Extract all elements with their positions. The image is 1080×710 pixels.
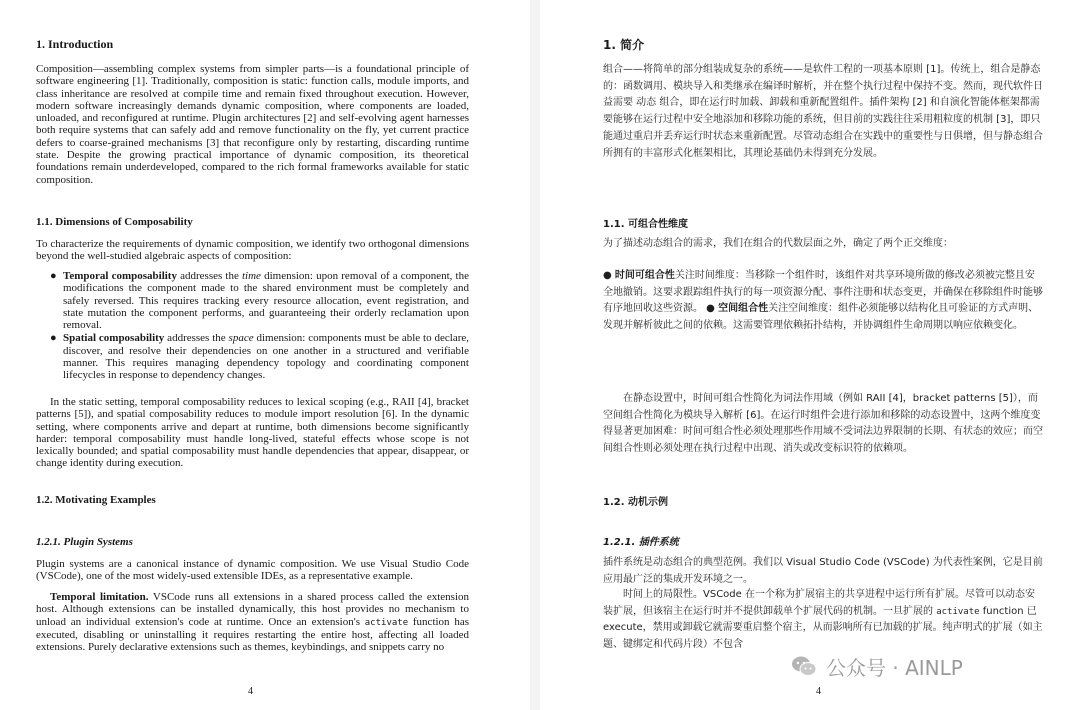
paragraph-text-b-zh: function 已 execute，禁用或卸载它就需要重启整个宿主，从而影响所有已加载的扩展。纯声明式的扩展（如主题、键绑定和代码片段）不包含 <box>603 605 1043 651</box>
intro-paragraph-zh: 组合——将简单的部分组装成复杂的系统——是软件工程的一项基本原则 [1]。传统上，组合是静态的：函数调用、模块导入和类继承在编译时解析，并在整个执行过程中保持不变。然而，现代软件日益需要 动态 组合，即在运行时加载、卸载和重新配置组件。插件架构 [2] 和自演化智能体框架都需要能够在运行过程中安全地添加和移除功能的系统，但目前的实践往往采用粗粒度的机制 [3]，即只能通过重启并丢弃运行时状态来重新配置。尽管动态组合在实践中的重要性与日俱增，但与静态组合所拥有的丰富形式化框架相比，其理论基础仍未得到充分发展。 <box>603 64 1043 159</box>
watermark-text: 公众号 · AINLP <box>826 655 963 680</box>
intro-paragraph: Composition—assembling complex systems from simpler parts—is a foundational principle of software engineering [1]. Traditionally, composition is static: function calls, module imports, and class inheritance are resolved at compile time and remain fixed throughout execution. However, modern software increasingly demands dynamic composition, where components are loaded, unloaded, and reconfigured at runtime. Plugin architectures [2] and self-evolving agent harnesses both require systems that can safely add and remove functionality on the fly, yet current practice defers to coarse-grained mechanisms [3] that reconfigure only by restarting, discarding runtime state. Despite the growing practical importance of dynamic composition, its theoretical foundations remain underdeveloped, compared to the rich formal frameworks available for static composition. <box>36 63 469 186</box>
term-spatial: Spatial composability <box>63 332 165 345</box>
bullet-icon: ● <box>703 303 719 315</box>
composability-bullet-list <box>50 270 469 383</box>
temporal-limitation-paragraph <box>36 591 469 653</box>
code-activate-zh: activate <box>936 606 980 617</box>
bullet-text-temporal: dimension: upon removal of a component, the modifications the component made to the shared environment must be completely and safely reversed. This requires tracking every resource allocation, event registration, and state mutation the component performs, and guaranteeing their orderly reclamation upon removal. <box>63 270 469 332</box>
static-dynamic-paragraph-zh: 在静态设置中，时间可组合性简化为词法作用域（例如 RAII [4]，bracket patterns [5]），而空间组合性简化为模块导入解析 [6]。在运行时组件会进行添加和移除的动态设置中，这两个维度变得显著更加困难：时间可组合性必须处理那些作用域不受词法边界限制的长期、有状态的效应；而空间组合性则必须处理在执行过程中出现、消失或改变标识符的依赖项。 <box>603 393 1043 455</box>
static-dynamic-paragraph: In the static setting, temporal composability reduces to lexical scoping (e.g., RAII [4], bracket patterns [5]), and spatial composability reduces to module import resolution [6]. In the dynamic setting, where components arrive and depart at runtime, both dimensions become significantly harder: temporal composability must handle long-lived, stateful effects whose scope is not lexically bounded; and spatial composability must handle dependencies that appear, disappear, or change identity during execution. <box>36 396 469 470</box>
code-activate: activate <box>364 617 409 628</box>
bullet-text-pre: addresses the <box>176 270 242 282</box>
subsection-heading-dimensions: 1.1. Dimensions of Composability <box>36 216 193 228</box>
wechat-icon <box>790 652 818 680</box>
term-temporal-limitation: Temporal limitation. <box>50 591 149 603</box>
page-number-zh: 4 <box>816 686 821 697</box>
dimensions-paragraph: To characterize the requirements of dynamic composition, we identify two orthogonal dimensions beyond the well-studied algebraic aspects of composition: <box>36 238 469 263</box>
bullet-text-spatial: dimension: components must be able to declare, discover, and resolve their dependencies on one another in a structured and verifiable manner. This requires managing dependency topology and coordinating component lifecycles in response to dependency changes. <box>63 332 469 382</box>
page-gutter <box>530 0 540 710</box>
paragraph-text-a-zh: 时间上的局限性。VSCode 在一个称为扩展宿主的共享进程中运行所有扩展。尽管可以动态安装扩展，但该宿主在运行时并不提供卸载单个扩展代码的机制。一旦扩展的 <box>603 589 1035 617</box>
page-number: 4 <box>248 686 253 697</box>
list-item-spatial <box>50 332 469 381</box>
paragraph-text-a: VSCode runs all extensions in a shared process called the extension host. Although extensions can be installed dynamically, this host provides no mechanism to unload an individual extension's code at runtime. Once an extension's <box>36 591 470 628</box>
subsection-heading-motivating-zh: 1.2. 动机示例 <box>603 497 668 508</box>
temporal-limitation-paragraph-zh <box>603 587 1043 654</box>
plugin-systems-paragraph-zh: 插件系统是动态组合的典型范例。我们以 Visual Studio Code (VSCode) 为代表性案例，它是目前应用最广泛的集成开发环境之一。 <box>603 557 1043 585</box>
list-item-temporal <box>50 270 469 331</box>
section-heading-introduction: 1. Introduction <box>36 37 114 51</box>
term-spatial-zh: 空间组合性 <box>718 303 769 315</box>
bullet-text-pre: addresses the <box>164 332 229 345</box>
subsection-heading-motivating: 1.2. Motivating Examples <box>36 494 156 506</box>
subsubsection-heading-plugins-zh: 1.2.1. 插件系统 <box>603 537 679 548</box>
section-heading-introduction-zh: 1. 简介 <box>603 38 645 52</box>
left-page-english <box>0 0 530 710</box>
subsubsection-heading-plugins: 1.2.1. Plugin Systems <box>36 536 133 548</box>
subsection-heading-dimensions-zh: 1.1. 可组合性维度 <box>603 219 688 230</box>
bullet-icon: ● <box>603 270 615 281</box>
paragraph-text-b: function has executed, disabling or uninstalling it requires restarting the entire host, affecting all loaded extensions. Purely declarative extensions such as themes, keybindings, and snippets carry no <box>36 615 469 654</box>
bullet-icon: ● <box>50 332 57 345</box>
bullet-icon: ● <box>50 270 57 282</box>
term-temporal-zh: 时间可组合性 <box>614 270 675 281</box>
term-space: space <box>228 332 254 345</box>
bullet-text-spatial-zh: 关注空间维度：组件必须能够以结构化且可验证的方式声明、发现并解析彼此之间的依赖。这需要管理依赖拓扑结构，并协调组件生命周期以响应依赖变化。 <box>603 303 1039 332</box>
term-time: time <box>242 270 261 282</box>
term-temporal: Temporal composability <box>63 270 177 282</box>
composability-bullets-zh <box>603 268 1043 335</box>
bullet-text-temporal-zh: 关注时间维度：当移除一个组件时，该组件对共享环境所做的修改必须被完整且安全地撤销。这要求跟踪组件执行的每一项资源分配、事件注册和状态变更，并确保在移除组件时能够有序地回收这些资源。 <box>603 270 1043 315</box>
watermark <box>790 651 1070 681</box>
plugin-systems-paragraph: Plugin systems are a canonical instance of dynamic composition. We use Visual Studio Code (VSCode), one of the most widely-used extensible IDEs, as a representative example. <box>36 558 469 583</box>
dimensions-paragraph-zh: 为了描述动态组合的需求，我们在组合的代数层面之外，确定了两个正交维度： <box>603 238 953 249</box>
